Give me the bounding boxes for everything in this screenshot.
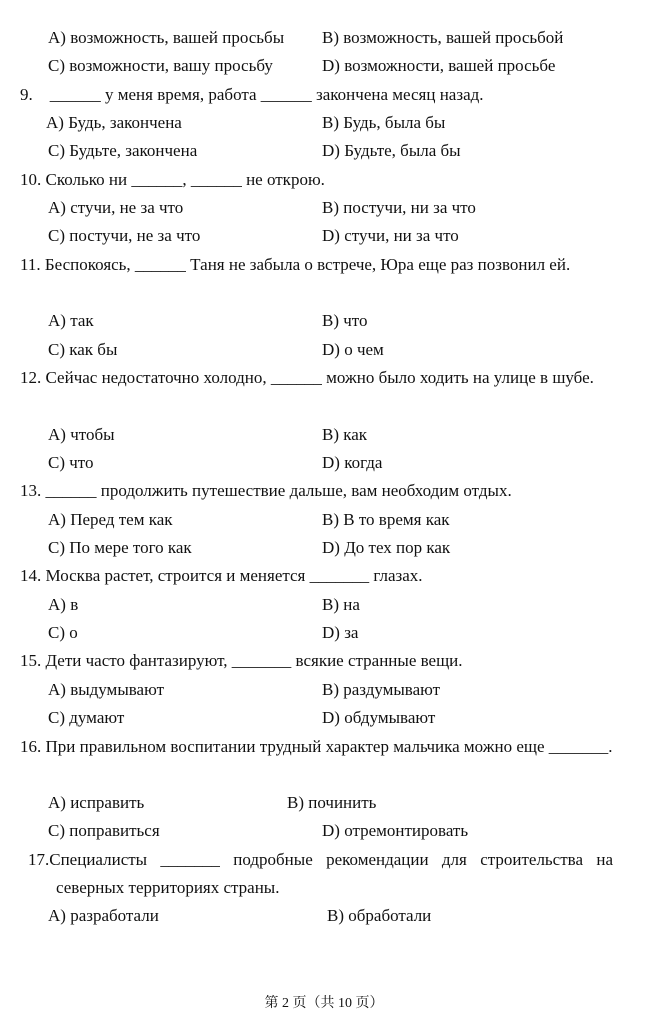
q9-option-c: C) Будьте, закончена: [48, 141, 198, 160]
q8-option-a: A) возможность, вашей просьбы: [48, 28, 285, 47]
q11-option-d: D) о чем: [322, 340, 384, 359]
q12-text: 12. Сейчас недостаточно холодно, ______ можно было ходить на улице в шубе.: [20, 368, 594, 387]
q10-option-c: C) постучи, не за что: [48, 226, 201, 245]
q9-option-a: A) Будь, закончена: [46, 113, 182, 132]
q13-option-d: D) До тех пор как: [322, 538, 451, 557]
q16-option-c: C) поправиться: [48, 821, 160, 840]
q12-option-b: B) как: [322, 425, 368, 444]
q11-option-b: B) что: [322, 311, 368, 330]
q11-option-a: A) так: [48, 311, 94, 330]
q16-option-d: D) отремонтировать: [322, 821, 469, 840]
q14-option-d: D) за: [322, 623, 359, 642]
page-footer: 第 2 页（共 10 页）: [264, 996, 384, 1011]
q15-option-d: D) обдумывают: [322, 708, 436, 727]
q10-text: 10. Сколько ни ______, ______ не открою.: [20, 170, 325, 189]
q9-option-d: D) Будьте, была бы: [322, 141, 461, 160]
q13-option-c: C) По мере того как: [48, 538, 192, 557]
q14-option-b: B) на: [322, 595, 360, 614]
q14-text: 14. Москва растет, строится и меняется _______ глазах.: [20, 566, 423, 585]
q11-text: 11. Беспокоясь, ______ Таня не забыла о встрече, Юра еще раз позвонил ей.: [20, 255, 571, 274]
q16-option-b: B) починить: [287, 793, 377, 812]
q8-option-c: C) возможности, вашу просьбу: [48, 56, 273, 75]
q11-option-c: C) как бы: [48, 340, 118, 359]
q15-text: 15. Дети часто фантазируют, _______ всякие странные вещи.: [20, 651, 463, 670]
q17-text: 17.Специалисты _______ подробные рекомендации для строительства на северных территориях страны.: [28, 850, 613, 898]
q14-option-a: A) в: [48, 595, 79, 614]
q8-option-d: D) возможности, вашей просьбе: [322, 56, 556, 75]
q13-option-a: A) Перед тем как: [48, 510, 173, 529]
q9-option-b: B) Будь, была бы: [322, 113, 446, 132]
q17-option-a: A) разработали: [48, 906, 159, 925]
q15-option-a: A) выдумывают: [48, 680, 164, 699]
q15-option-c: C) думают: [48, 708, 125, 727]
q15-option-b: B) раздумывают: [322, 680, 441, 699]
q12-option-a: A) чтобы: [48, 425, 115, 444]
q10-option-b: B) постучи, ни за что: [322, 198, 476, 217]
q13-option-b: B) В то время как: [322, 510, 450, 529]
q9-text: 9. ______ у меня время, работа ______ закончена месяц назад.: [20, 85, 484, 104]
q12-option-d: D) когда: [322, 453, 383, 472]
q17-option-b: B) обработали: [327, 906, 432, 925]
q12-option-c: C) что: [48, 453, 94, 472]
q10-option-d: D) стучи, ни за что: [322, 226, 459, 245]
q16-text: 16. При правильном воспитании трудный характер мальчика можно еще _______.: [20, 737, 613, 756]
q13-text: 13. ______ продолжить путешествие дальше, вам необходим отдых.: [20, 481, 512, 500]
q10-option-a: A) стучи, не за что: [48, 198, 184, 217]
q16-option-a: A) исправить: [48, 793, 145, 812]
q8-option-b: B) возможность, вашей просьбой: [322, 28, 564, 47]
q14-option-c: C) о: [48, 623, 78, 642]
